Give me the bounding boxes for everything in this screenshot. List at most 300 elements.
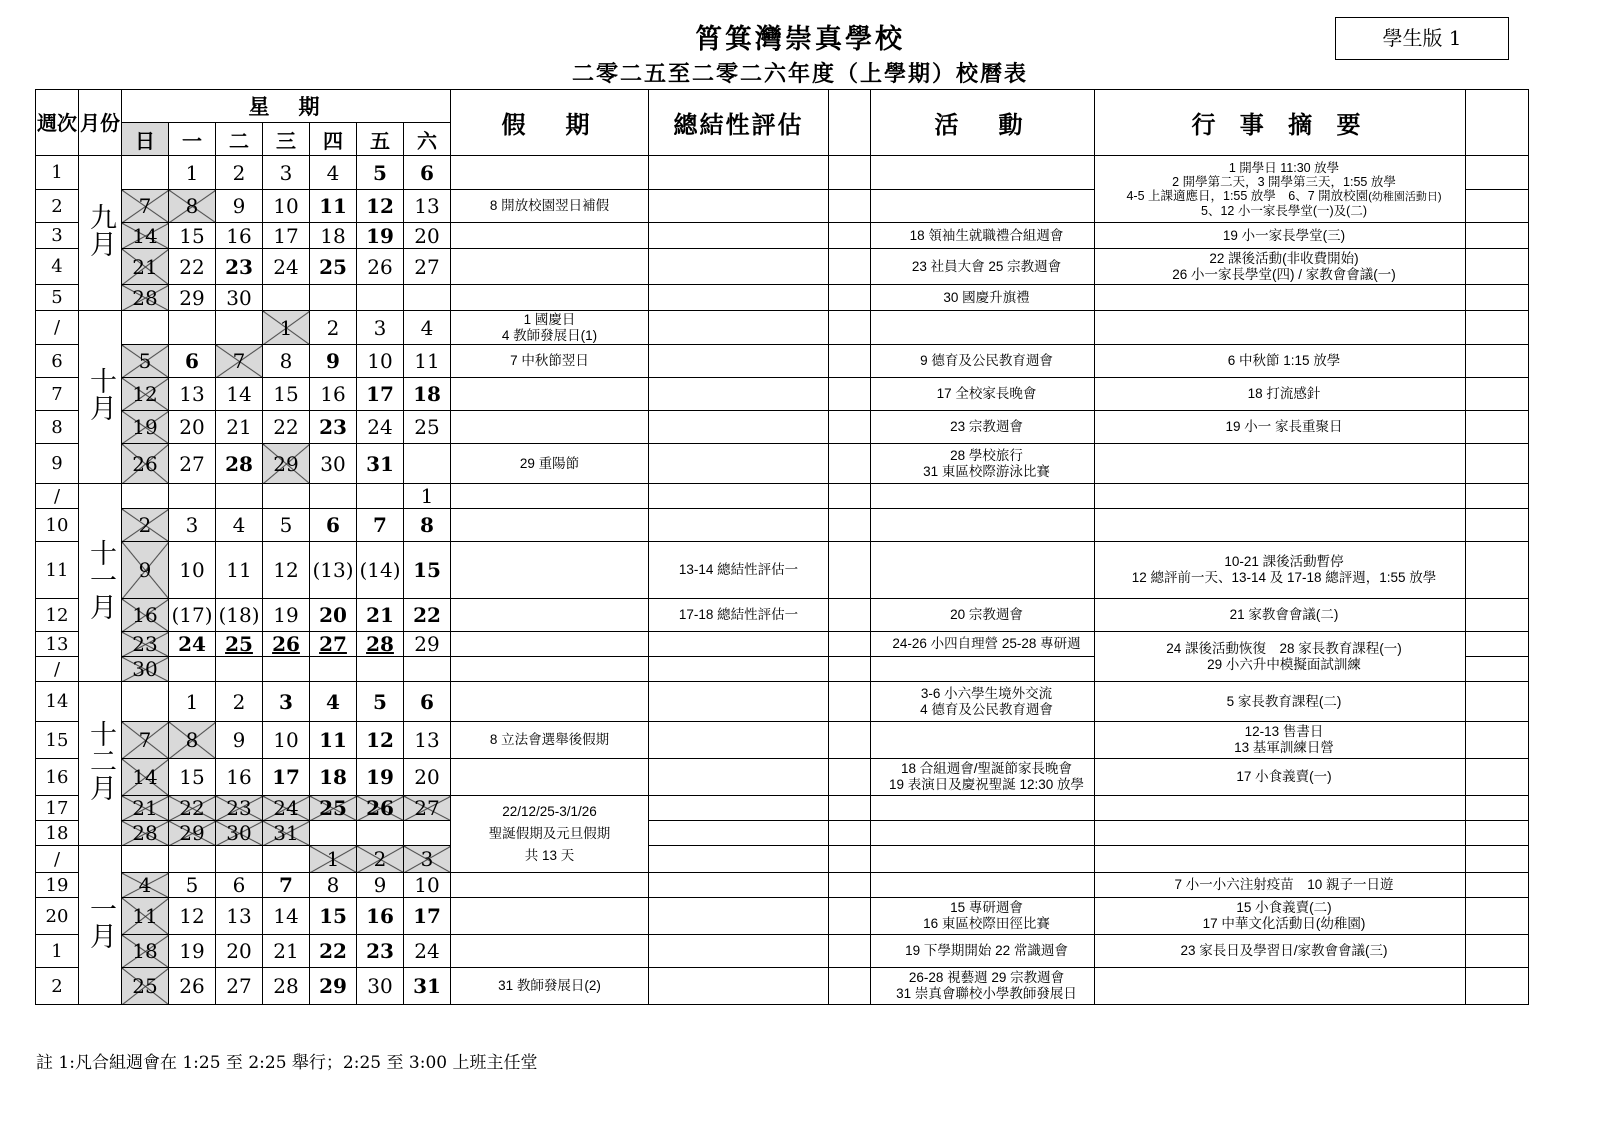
assessment-cell: [649, 509, 829, 542]
assessment-cell: [649, 657, 829, 682]
blank-cell: [829, 722, 871, 759]
blank-cell: [829, 873, 871, 898]
month-label: 九月: [79, 156, 122, 311]
day-cell: 20: [404, 759, 451, 796]
day-cell: [216, 657, 263, 682]
day-cell: 25: [310, 249, 357, 285]
day-cell: 5: [263, 509, 310, 542]
week-header: 週次: [36, 90, 79, 156]
summary-entry: 22 課後活動(非收費開始) 26 小一家長學堂(四) / 家教會會議(一): [1095, 249, 1466, 285]
day-cell: 22: [263, 411, 310, 444]
holiday-cell: [451, 657, 649, 682]
day-cell: 18: [310, 223, 357, 249]
activity-cell: [871, 311, 1095, 345]
day-cell: 16: [122, 599, 169, 632]
summary-header: 行 事 摘 要: [1095, 90, 1466, 156]
holiday-cell: [451, 599, 649, 632]
day-cell: 10: [263, 190, 310, 223]
summary-cell: [1095, 311, 1466, 345]
summary-entry: 19 小一 家長重聚日: [1095, 411, 1466, 444]
day-cell: 11: [404, 345, 451, 378]
day-cell: 26: [122, 444, 169, 484]
blank-header: [829, 90, 871, 156]
table-row: [36, 796, 1529, 821]
table-row: [36, 873, 1529, 898]
activity-cell: [871, 657, 1095, 682]
day-cell: 20: [216, 935, 263, 968]
blank-cell-right: [1466, 223, 1529, 249]
day-cell: [122, 156, 169, 190]
day-cell: 4: [122, 873, 169, 898]
summary-cell: [1095, 509, 1466, 542]
table-row: [36, 722, 1529, 759]
blank-cell: [829, 285, 871, 311]
weekday-group-header: 星 期: [122, 90, 451, 123]
day-cell: 16: [310, 378, 357, 411]
week-number: 5: [36, 285, 79, 311]
day-cell: 28: [216, 444, 263, 484]
table-row: [36, 378, 1529, 411]
day-cell: 6: [310, 509, 357, 542]
blank-cell-right: [1466, 682, 1529, 722]
summary-entry: 19 小一家長學堂(三): [1095, 223, 1466, 249]
day-cell: 17: [357, 378, 404, 411]
school-name: 筲箕灣崇真學校: [695, 24, 905, 55]
blank-cell: [829, 542, 871, 599]
day-cell: 13: [169, 378, 216, 411]
day-cell: 4: [310, 682, 357, 722]
day-cell: 19: [357, 759, 404, 796]
blank-cell: [829, 632, 871, 657]
summary-entry: 12-13 售書日 13 基軍訓練日營: [1095, 722, 1466, 759]
day-cell: 2: [216, 682, 263, 722]
assessment-cell: [649, 898, 829, 935]
summary-entry: 23 家長日及學習日/家教會會議(三): [1095, 935, 1466, 968]
day-cell: [216, 846, 263, 873]
day-cell: 30: [357, 968, 404, 1005]
day-cell: 31: [357, 444, 404, 484]
day-cell: 11: [216, 542, 263, 599]
day-cell: 2: [310, 311, 357, 345]
day-cell: [122, 311, 169, 345]
day-cell: 1: [404, 484, 451, 509]
week-number: 2: [36, 190, 79, 223]
day-cell: 12: [357, 190, 404, 223]
blank-cell-right: [1466, 345, 1529, 378]
day-cell: 27: [169, 444, 216, 484]
day-cell: 11: [310, 190, 357, 223]
activity-cell: [871, 190, 1095, 223]
calendar-subtitle: 二零二五至二零二六年度（上學期）校曆表: [571, 61, 1028, 87]
assessment-cell: [649, 249, 829, 285]
blank-cell: [829, 821, 871, 846]
month-label: 一月: [79, 846, 122, 1005]
holiday-entry: 8 開放校園翌日補假: [451, 190, 649, 223]
week-number: 9: [36, 444, 79, 484]
blank-cell-right: [1466, 968, 1529, 1005]
day-cell: [310, 657, 357, 682]
day-cell: 5: [169, 873, 216, 898]
activity-cell: [871, 722, 1095, 759]
blank-cell: [829, 657, 871, 682]
day-cell: 22: [404, 599, 451, 632]
day-cell: 24: [404, 935, 451, 968]
day-cell: 19: [357, 223, 404, 249]
activity-cell: [871, 542, 1095, 599]
holiday-cell: [451, 285, 649, 311]
activity-entry: 15 專研週會 16 東區校際田徑比賽: [871, 898, 1095, 935]
day-cell: 18: [404, 378, 451, 411]
day-cell: 19: [169, 935, 216, 968]
assessment-header: 總結性評估: [649, 90, 829, 156]
activity-cell: [871, 509, 1095, 542]
day-cell: [404, 444, 451, 484]
day-cell: 29: [263, 444, 310, 484]
month-header: 月份: [79, 90, 122, 156]
day-cell: [216, 484, 263, 509]
day-cell: 29: [310, 968, 357, 1005]
blank-cell: [829, 898, 871, 935]
day-cell: 19: [122, 411, 169, 444]
day-cell: 5: [357, 682, 404, 722]
day-cell: [169, 846, 216, 873]
table-row: [36, 411, 1529, 444]
blank-cell-right: [1466, 285, 1529, 311]
day-cell: 21: [216, 411, 263, 444]
table-row: [36, 223, 1529, 249]
day-cell: 25: [216, 632, 263, 657]
day-cell: 3: [263, 156, 310, 190]
summary-cell: [1095, 796, 1466, 821]
day-cell: [263, 285, 310, 311]
day-cell: 3: [263, 682, 310, 722]
day-cell: 16: [216, 223, 263, 249]
day-cell: 22: [169, 796, 216, 821]
activity-entry: 23 社員大會 25 宗教週會: [871, 249, 1095, 285]
holiday-entry: 7 中秋節翌日: [451, 345, 649, 378]
day-cell: 10: [404, 873, 451, 898]
day-cell: 24: [357, 411, 404, 444]
activity-entry: 20 宗教週會: [871, 599, 1095, 632]
day-cell: 1: [169, 156, 216, 190]
day-cell: 12: [122, 378, 169, 411]
day-cell: [263, 846, 310, 873]
day-cell: 20: [310, 599, 357, 632]
day-cell: 23: [310, 411, 357, 444]
day-cell: 23: [357, 935, 404, 968]
day-cell: (17): [169, 599, 216, 632]
assessment-cell: [649, 796, 829, 821]
assessment-entry: 17-18 總結性評估一: [649, 599, 829, 632]
table-row: [36, 285, 1529, 311]
blank-cell: [829, 935, 871, 968]
assessment-cell: [649, 311, 829, 345]
blank-cell: [829, 249, 871, 285]
blank-cell-right: [1466, 444, 1529, 484]
blank-cell-right: [1466, 249, 1529, 285]
assessment-cell: [649, 285, 829, 311]
holiday-cell: [451, 759, 649, 796]
activity-entry: 17 全校家長晚會: [871, 378, 1095, 411]
day-cell: 25: [404, 411, 451, 444]
blank-cell: [829, 484, 871, 509]
day-cell: 7: [122, 190, 169, 223]
day-cell: 26: [357, 796, 404, 821]
summary-cell: [1095, 484, 1466, 509]
activity-entry: 18 合組週會/聖誕節家長晚會 19 表演日及慶祝聖誕 12:30 放學: [871, 759, 1095, 796]
day-cell: [357, 821, 404, 846]
holiday-cell: [451, 378, 649, 411]
day-cell: 25: [122, 968, 169, 1005]
blank-cell-right: [1466, 722, 1529, 759]
day-cell: 1: [169, 682, 216, 722]
day-cell: 12: [357, 722, 404, 759]
day-cell: 10: [169, 542, 216, 599]
assessment-cell: [649, 378, 829, 411]
day-cell: 16: [216, 759, 263, 796]
day-cell: 4: [216, 509, 263, 542]
day-cell: 1: [310, 846, 357, 873]
day-cell: [122, 484, 169, 509]
holiday-cell: [451, 935, 649, 968]
day-cell: 27: [310, 632, 357, 657]
day-cell: 21: [263, 935, 310, 968]
assessment-cell: [649, 935, 829, 968]
day-cell: 28: [357, 632, 404, 657]
day-cell: 22: [169, 249, 216, 285]
day-cell: 12: [169, 898, 216, 935]
holiday-entry: 29 重陽節: [451, 444, 649, 484]
week-number: 15: [36, 722, 79, 759]
summary-entry: 5 家長教育課程(二): [1095, 682, 1466, 722]
blank-cell: [829, 156, 871, 190]
day-cell: 28: [122, 821, 169, 846]
day-cell: 7: [263, 873, 310, 898]
day-cell: 6: [404, 156, 451, 190]
week-number: 19: [36, 873, 79, 898]
activity-entry: 24-26 小四自理營 25-28 專研週: [871, 632, 1095, 657]
holiday-cell: [451, 542, 649, 599]
blank-cell-right: [1466, 935, 1529, 968]
day-cell: 12: [263, 542, 310, 599]
holiday-cell: [451, 411, 649, 444]
summary-entry: 24 課後活動恢復 28 家長教育課程(一) 29 小六升中模擬面試訓練: [1095, 632, 1466, 682]
blank-cell-right: [1466, 657, 1529, 682]
blank-cell: [829, 968, 871, 1005]
holiday-cell: [451, 223, 649, 249]
day-cell: 20: [169, 411, 216, 444]
activity-entry: 28 學校旅行 31 東區校際游泳比賽: [871, 444, 1095, 484]
blank-cell: [829, 411, 871, 444]
day-cell: 6: [169, 345, 216, 378]
day-cell: 30: [310, 444, 357, 484]
day-cell: 24: [169, 632, 216, 657]
day-cell: 24: [263, 796, 310, 821]
day-cell: 29: [169, 821, 216, 846]
day-cell: 2: [216, 156, 263, 190]
day-cell: 18: [310, 759, 357, 796]
blank-cell: [829, 682, 871, 722]
week-number: /: [36, 484, 79, 509]
table-row: [36, 599, 1529, 632]
day-cell: [357, 484, 404, 509]
day-cell: 9: [310, 345, 357, 378]
activity-cell: [871, 821, 1095, 846]
day-cell: 25: [310, 796, 357, 821]
day-cell: 31: [263, 821, 310, 846]
day-cell: 19: [263, 599, 310, 632]
activity-entry: 23 宗教週會: [871, 411, 1095, 444]
blank-cell: [829, 378, 871, 411]
holiday-entry: 8 立法會選舉後假期: [451, 722, 649, 759]
summary-cell: [1095, 846, 1466, 873]
day-cell: 30: [216, 285, 263, 311]
day-cell: 7: [216, 345, 263, 378]
assessment-cell: [649, 632, 829, 657]
day-cell: 13: [404, 190, 451, 223]
assessment-cell: [649, 722, 829, 759]
day-cell: 17: [404, 898, 451, 935]
blank-cell-right: [1466, 311, 1529, 345]
day-cell: 9: [216, 190, 263, 223]
assessment-cell: [649, 759, 829, 796]
day-cell: 31: [404, 968, 451, 1005]
month-label: 十二月: [79, 682, 122, 846]
day-cell: 18: [122, 935, 169, 968]
day-cell: [404, 821, 451, 846]
week-number: 7: [36, 378, 79, 411]
day-cell: 3: [357, 311, 404, 345]
blank-cell-right: [1466, 759, 1529, 796]
summary-entry: 17 小食義賣(一): [1095, 759, 1466, 796]
assessment-cell: [649, 484, 829, 509]
blank-cell-right: [1466, 632, 1529, 657]
holiday-cell: [451, 873, 649, 898]
blank-cell-right: [1466, 599, 1529, 632]
day-cell: 30: [216, 821, 263, 846]
activity-header: 活 動: [871, 90, 1095, 156]
weekday-header-2: 二: [216, 123, 263, 156]
week-number: 20: [36, 898, 79, 935]
day-cell: [122, 682, 169, 722]
week-number: 16: [36, 759, 79, 796]
day-cell: 26: [169, 968, 216, 1005]
holiday-header: 假 期: [451, 90, 649, 156]
table-row: [36, 821, 1529, 846]
day-cell: 11: [310, 722, 357, 759]
day-cell: 22: [310, 935, 357, 968]
day-cell: 9: [216, 722, 263, 759]
day-cell: 8: [169, 722, 216, 759]
blank-cell-right: [1466, 821, 1529, 846]
activity-cell: [871, 484, 1095, 509]
summary-entry: 1 開學日 11:30 放學 2 開學第二天，3 開學第三天，1:55 放學 4-5 上課適應日，1:55 放學 6、7 開放校園(幼稚園活動日) 5、12 小一家長學堂(一)及(二): [1095, 156, 1466, 223]
blank-cell-right: [1466, 509, 1529, 542]
blank-cell-right: [1466, 378, 1529, 411]
day-cell: 6: [404, 682, 451, 722]
day-cell: [357, 285, 404, 311]
day-cell: 28: [263, 968, 310, 1005]
summary-cell: [1095, 821, 1466, 846]
day-cell: 26: [263, 632, 310, 657]
activity-entry: 26-28 視藝週 29 宗教週會 31 崇真會聯校小學教師發展日: [871, 968, 1095, 1005]
assessment-cell: [649, 223, 829, 249]
blank-cell: [829, 796, 871, 821]
day-cell: 15: [310, 898, 357, 935]
activity-entry: 18 領袖生就職禮合組週會: [871, 223, 1095, 249]
week-number: 11: [36, 542, 79, 599]
assessment-cell: [649, 682, 829, 722]
school-calendar-table: [35, 89, 1529, 1005]
blank-cell-right: [1466, 190, 1529, 223]
assessment-cell: [649, 411, 829, 444]
day-cell: 7: [357, 509, 404, 542]
week-number: /: [36, 846, 79, 873]
version-badge: 學生版 1: [1335, 17, 1509, 60]
activity-entry: 30 國慶升旗禮: [871, 285, 1095, 311]
day-cell: [310, 484, 357, 509]
month-label: 十月: [79, 311, 122, 484]
holiday-cell: [451, 484, 649, 509]
day-cell: 23: [216, 796, 263, 821]
day-cell: 10: [357, 345, 404, 378]
day-cell: 30: [122, 657, 169, 682]
blank-cell: [829, 345, 871, 378]
day-cell: 6: [216, 873, 263, 898]
week-number: 18: [36, 821, 79, 846]
day-cell: 27: [404, 796, 451, 821]
week-number: 17: [36, 796, 79, 821]
week-number: 8: [36, 411, 79, 444]
activity-cell: [871, 796, 1095, 821]
activity-entry: 19 下學期開始 22 常識週會: [871, 935, 1095, 968]
day-cell: [404, 285, 451, 311]
day-cell: 2: [122, 509, 169, 542]
day-cell: (14): [357, 542, 404, 599]
day-cell: 8: [263, 345, 310, 378]
table-row: [36, 968, 1529, 1005]
day-cell: [169, 484, 216, 509]
day-cell: 3: [404, 846, 451, 873]
day-cell: 3: [169, 509, 216, 542]
blank-cell-right: [1466, 411, 1529, 444]
week-number: 1: [36, 935, 79, 968]
blank-cell: [829, 509, 871, 542]
table-row: [36, 509, 1529, 542]
summary-cell: [1095, 444, 1466, 484]
table-row: [36, 682, 1529, 722]
table-row: [36, 759, 1529, 796]
day-cell: [263, 484, 310, 509]
day-cell: 8: [310, 873, 357, 898]
summary-cell: [1095, 968, 1466, 1005]
day-cell: 17: [263, 759, 310, 796]
blank-cell: [829, 311, 871, 345]
weekday-header-3: 三: [263, 123, 310, 156]
table-row: [36, 156, 1529, 190]
table-row: [36, 846, 1529, 873]
weekday-header-5: 五: [357, 123, 404, 156]
day-cell: 29: [404, 632, 451, 657]
day-cell: 21: [357, 599, 404, 632]
day-cell: 14: [216, 378, 263, 411]
summary-cell: [1095, 285, 1466, 311]
holiday-entry: 22/12/25-3/1/26 聖誕假期及元旦假期 共 13 天: [451, 796, 649, 873]
blank-cell-right: [1466, 846, 1529, 873]
activity-entry: 9 德育及公民教育週會: [871, 345, 1095, 378]
holiday-cell: [451, 249, 649, 285]
table-row: [36, 898, 1529, 935]
